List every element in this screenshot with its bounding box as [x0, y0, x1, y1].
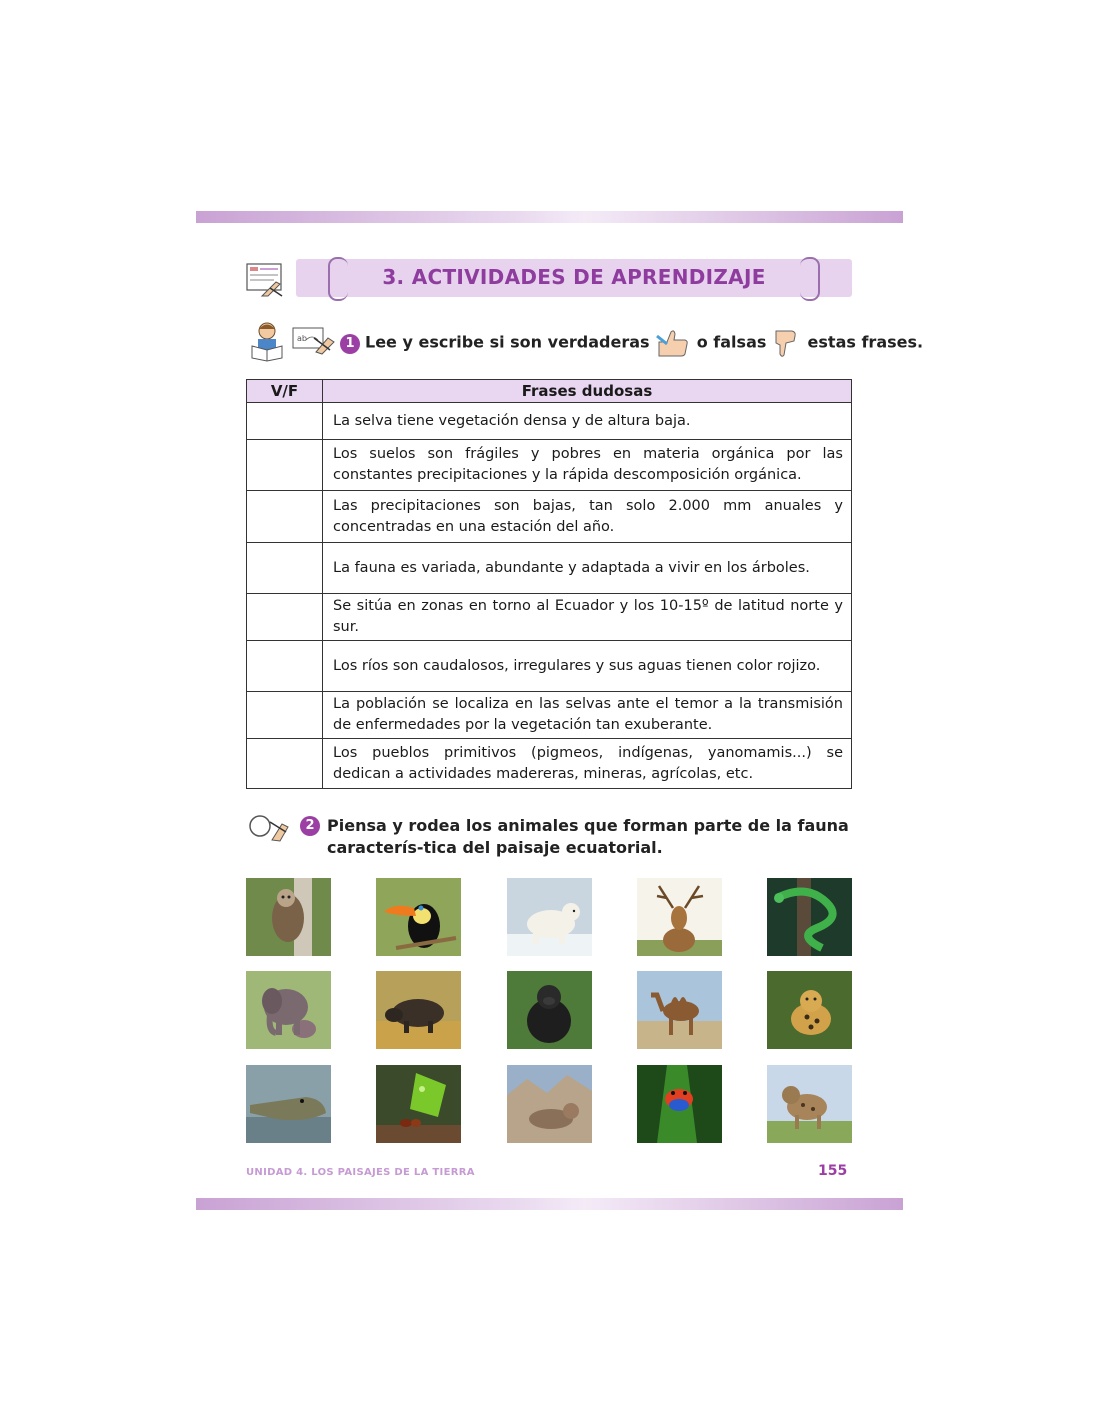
exercise-1-text-a: Lee y escribe si son verdaderas — [365, 332, 650, 352]
animal-photo-wild-boar[interactable] — [376, 971, 461, 1049]
sentence-cell: Los pueblos primitivos (pigmeos, indígenas, yanomamis...) se dedican a actividades madereras, mineras, agrícolas, etc. — [323, 739, 852, 789]
vf-answer-cell[interactable] — [247, 491, 323, 543]
sentence-cell: La selva tiene vegetación densa y de altura baja. — [323, 403, 852, 440]
animal-photo-sloth[interactable] — [246, 878, 331, 956]
table-header-row — [247, 380, 852, 403]
vf-answer-cell[interactable] — [247, 641, 323, 692]
animal-photo-crocodile[interactable] — [246, 1065, 331, 1143]
sentences-column-header: Frases dudosas — [323, 380, 852, 403]
vf-column-header: V/F — [247, 380, 323, 403]
vf-answer-cell[interactable] — [247, 739, 323, 789]
sentence-cell: Los ríos son caudalosos, irregulares y sus aguas tienen color rojizo. — [323, 641, 852, 692]
thumbs-down-icon — [772, 327, 802, 359]
circle-with-hand-icon — [246, 812, 294, 842]
sentence-cell: Los suelos son frágiles y pobres en materia orgánica por las constantes precipitaciones y la rápida descomposición orgánica. — [323, 440, 852, 491]
activity-sheet-icon — [246, 262, 284, 298]
vf-answer-cell[interactable] — [247, 594, 323, 641]
exercise-1-text-c: estas frases. — [807, 332, 924, 352]
vf-answer-cell[interactable] — [247, 440, 323, 491]
animal-photo-wolf[interactable] — [507, 1065, 592, 1143]
section-title-banner — [296, 259, 852, 297]
vf-answer-cell[interactable] — [247, 692, 323, 739]
exercise-2-number: 2 — [300, 816, 320, 836]
exercise-2-text: Piensa y rodea los animales que forman parte de la fauna caracterís-tica del paisaje ecuatorial. — [327, 816, 849, 857]
table-row — [247, 641, 852, 692]
sentence-cell: La fauna es variada, abundante y adaptada a vivir en los árboles. — [323, 543, 852, 594]
animal-photo-camel[interactable] — [637, 971, 722, 1049]
table-row — [247, 692, 852, 739]
sentence-cell: Se sitúa en zonas en torno al Ecuador y los 10-15º de latitud norte y sur. — [323, 594, 852, 641]
thumbs-up-icon — [655, 328, 691, 358]
page-number: 155 — [818, 1163, 848, 1179]
svg-text:ab: ab — [297, 334, 307, 343]
animal-photo-jaguar[interactable] — [767, 971, 852, 1049]
exercise-1-number: 1 — [340, 334, 360, 354]
student-reading-icon — [246, 320, 288, 362]
animal-photo-hyena[interactable] — [767, 1065, 852, 1143]
table-row — [247, 491, 852, 543]
table-row — [247, 594, 852, 641]
animal-photo-toucan[interactable] — [376, 878, 461, 956]
table-row — [247, 543, 852, 594]
table-row — [247, 739, 852, 789]
animal-photo-gorilla[interactable] — [507, 971, 592, 1049]
table-row — [247, 403, 852, 440]
exercise-1-instruction — [340, 327, 923, 359]
animal-photo-poison-dart-frog[interactable] — [637, 1065, 722, 1143]
animal-photo-polar-bear[interactable] — [507, 878, 592, 956]
true-false-table — [246, 379, 852, 789]
vf-answer-cell[interactable] — [247, 403, 323, 440]
section-title: 3. ACTIVIDADES DE APRENDIZAJE — [382, 265, 766, 289]
exercise-1-text-b: o falsas — [696, 332, 767, 352]
sentence-cell: La población se localiza en las selvas ante el temor a la transmisión de enfermedades por la vegetación tan exuberante. — [323, 692, 852, 739]
animal-photo-elephant[interactable] — [246, 971, 331, 1049]
animal-photo-deer[interactable] — [637, 878, 722, 956]
footer-unit-label: UNIDAD 4. LOS PAISAJES DE LA TIERRA — [246, 1167, 475, 1178]
sentence-cell: Las precipitaciones son bajas, tan solo 2.000 mm anuales y concentradas en una estación del año. — [323, 491, 852, 543]
exercise-2-instruction — [300, 815, 860, 859]
writing-hand-icon — [292, 326, 336, 356]
bottom-decorative-bar — [196, 1198, 903, 1210]
animal-photo-green-snake[interactable] — [767, 878, 852, 956]
table-row — [247, 440, 852, 491]
vf-answer-cell[interactable] — [247, 543, 323, 594]
animal-photo-leafcutter-ant[interactable] — [376, 1065, 461, 1143]
top-decorative-bar — [196, 211, 903, 223]
